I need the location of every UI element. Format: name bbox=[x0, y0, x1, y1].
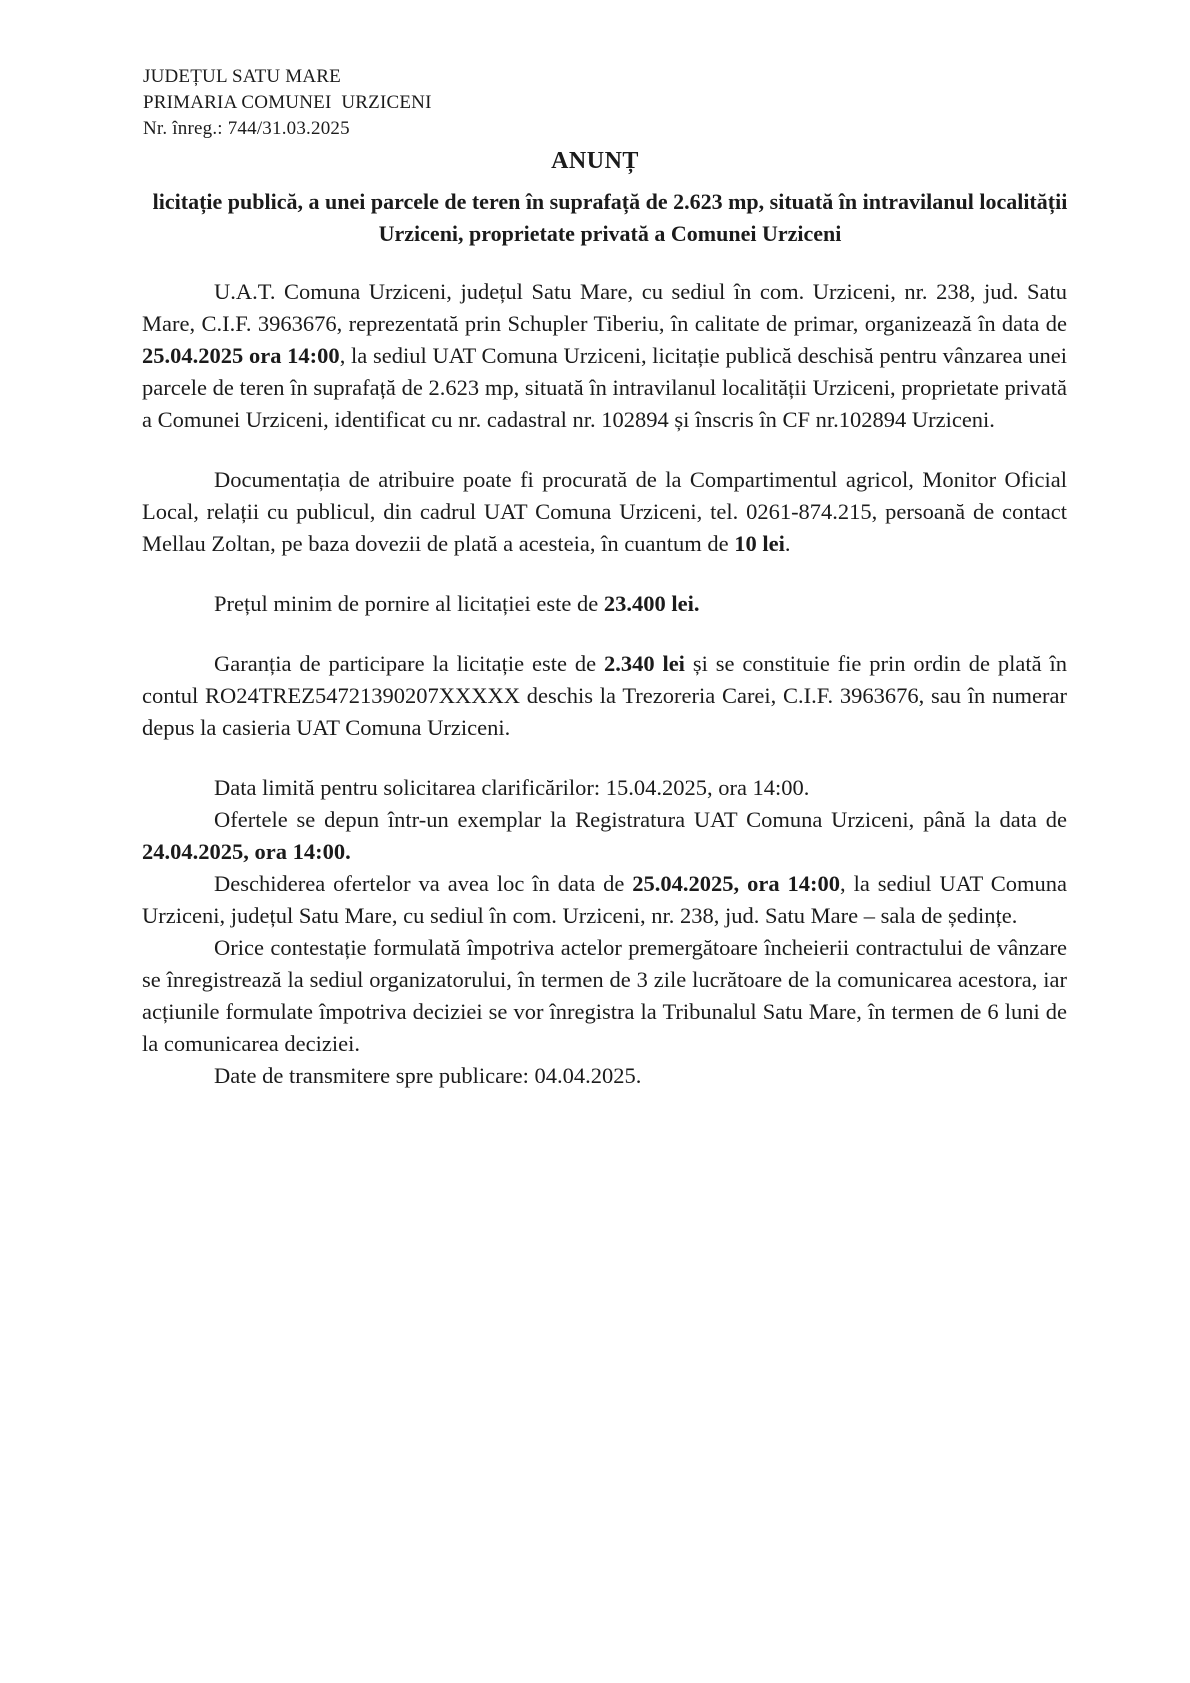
paragraph-publication-date: Date de transmitere spre publicare: 04.04.2025. bbox=[214, 1063, 642, 1088]
document-header bbox=[143, 64, 432, 142]
paragraph-documentation: Documentația de atribuire poate fi procurată de la Compartimentul agricol, Monitor Oficial Local, relații cu publicul, din cadrul UAT Comuna Urziceni, tel. 0261-874.215, persoană de contact Mellau Zoltan, pe baza dovezii de plată a acesteia, în cuantum de 10 lei. bbox=[142, 467, 1067, 556]
header-institution: PRIMARIA COMUNEI URZICENI bbox=[143, 92, 432, 113]
paragraph-offer-submission: Ofertele se depun într-un exemplar la Registratura UAT Comuna Urziceni, până la data de 24.04.2025, ora 14:00. bbox=[142, 807, 1067, 864]
paragraph-clarification-deadline: Data limită pentru solicitarea clarificărilor: 15.04.2025, ora 14:00. bbox=[214, 775, 810, 800]
header-registration-number: Nr. înreg.: 744/31.03.2025 bbox=[143, 118, 350, 139]
paragraph-guarantee: Garanția de participare la licitație este de 2.340 lei și se constituie fie prin ordin de plată în contul RO24TREZ54721390207XXXXX deschis la Trezoreria Carei, C.I.F. 3963676, sau în numerar depus la casieria UAT Comuna Urziceni. bbox=[142, 651, 1067, 740]
document-subtitle: licitație publică, a unei parcele de teren în suprafață de 2.623 mp, situată în intravilanul localității Urziceni, proprietate privată a Comunei Urziceni bbox=[152, 189, 1068, 246]
paragraph-appeals: Orice contestație formulată împotriva actelor premergătoare încheierii contractului de vânzare se înregistrează la sediul organizatorului, în termen de 3 zile lucrătoare de la comunicarea acestora, iar acțiunile formulate împotriva deciziei se vor înregistra la Tribunalul Satu Mare, în termen de 6 luni de la comunicarea deciziei. bbox=[142, 935, 1067, 1056]
paragraph-organizer: U.A.T. Comuna Urziceni, județul Satu Mare, cu sediul în com. Urziceni, nr. 238, jud. Satu Mare, C.I.F. 3963676, reprezentată prin Schupler Tiberiu, în calitate de primar, organizează în data de 25.04.2025 ora 14:00, la sediul UAT Comuna Urziceni, licitație publică deschisă pentru vânzarea unei parcele de teren în suprafață de 2.623 mp, situată în intravilanul localității Urziceni, proprietate privată a Comunei Urziceni, identificat cu nr. cadastral nr. 102894 și înscris în CF nr.102894 Urziceni. bbox=[142, 279, 1067, 432]
document-body bbox=[142, 276, 1067, 1092]
document-title: ANUNȚ bbox=[551, 148, 639, 174]
paragraph-starting-price: Prețul minim de pornire al licitației este de 23.400 lei. bbox=[214, 591, 700, 616]
header-county: JUDEȚUL SATU MARE bbox=[143, 66, 341, 87]
paragraph-offer-opening: Deschiderea ofertelor va avea loc în data de 25.04.2025, ora 14:00, la sediul UAT Comuna Urziceni, județul Satu Mare, cu sediul în com. Urziceni, nr. 238, jud. Satu Mare – sala de ședințe. bbox=[142, 871, 1067, 928]
